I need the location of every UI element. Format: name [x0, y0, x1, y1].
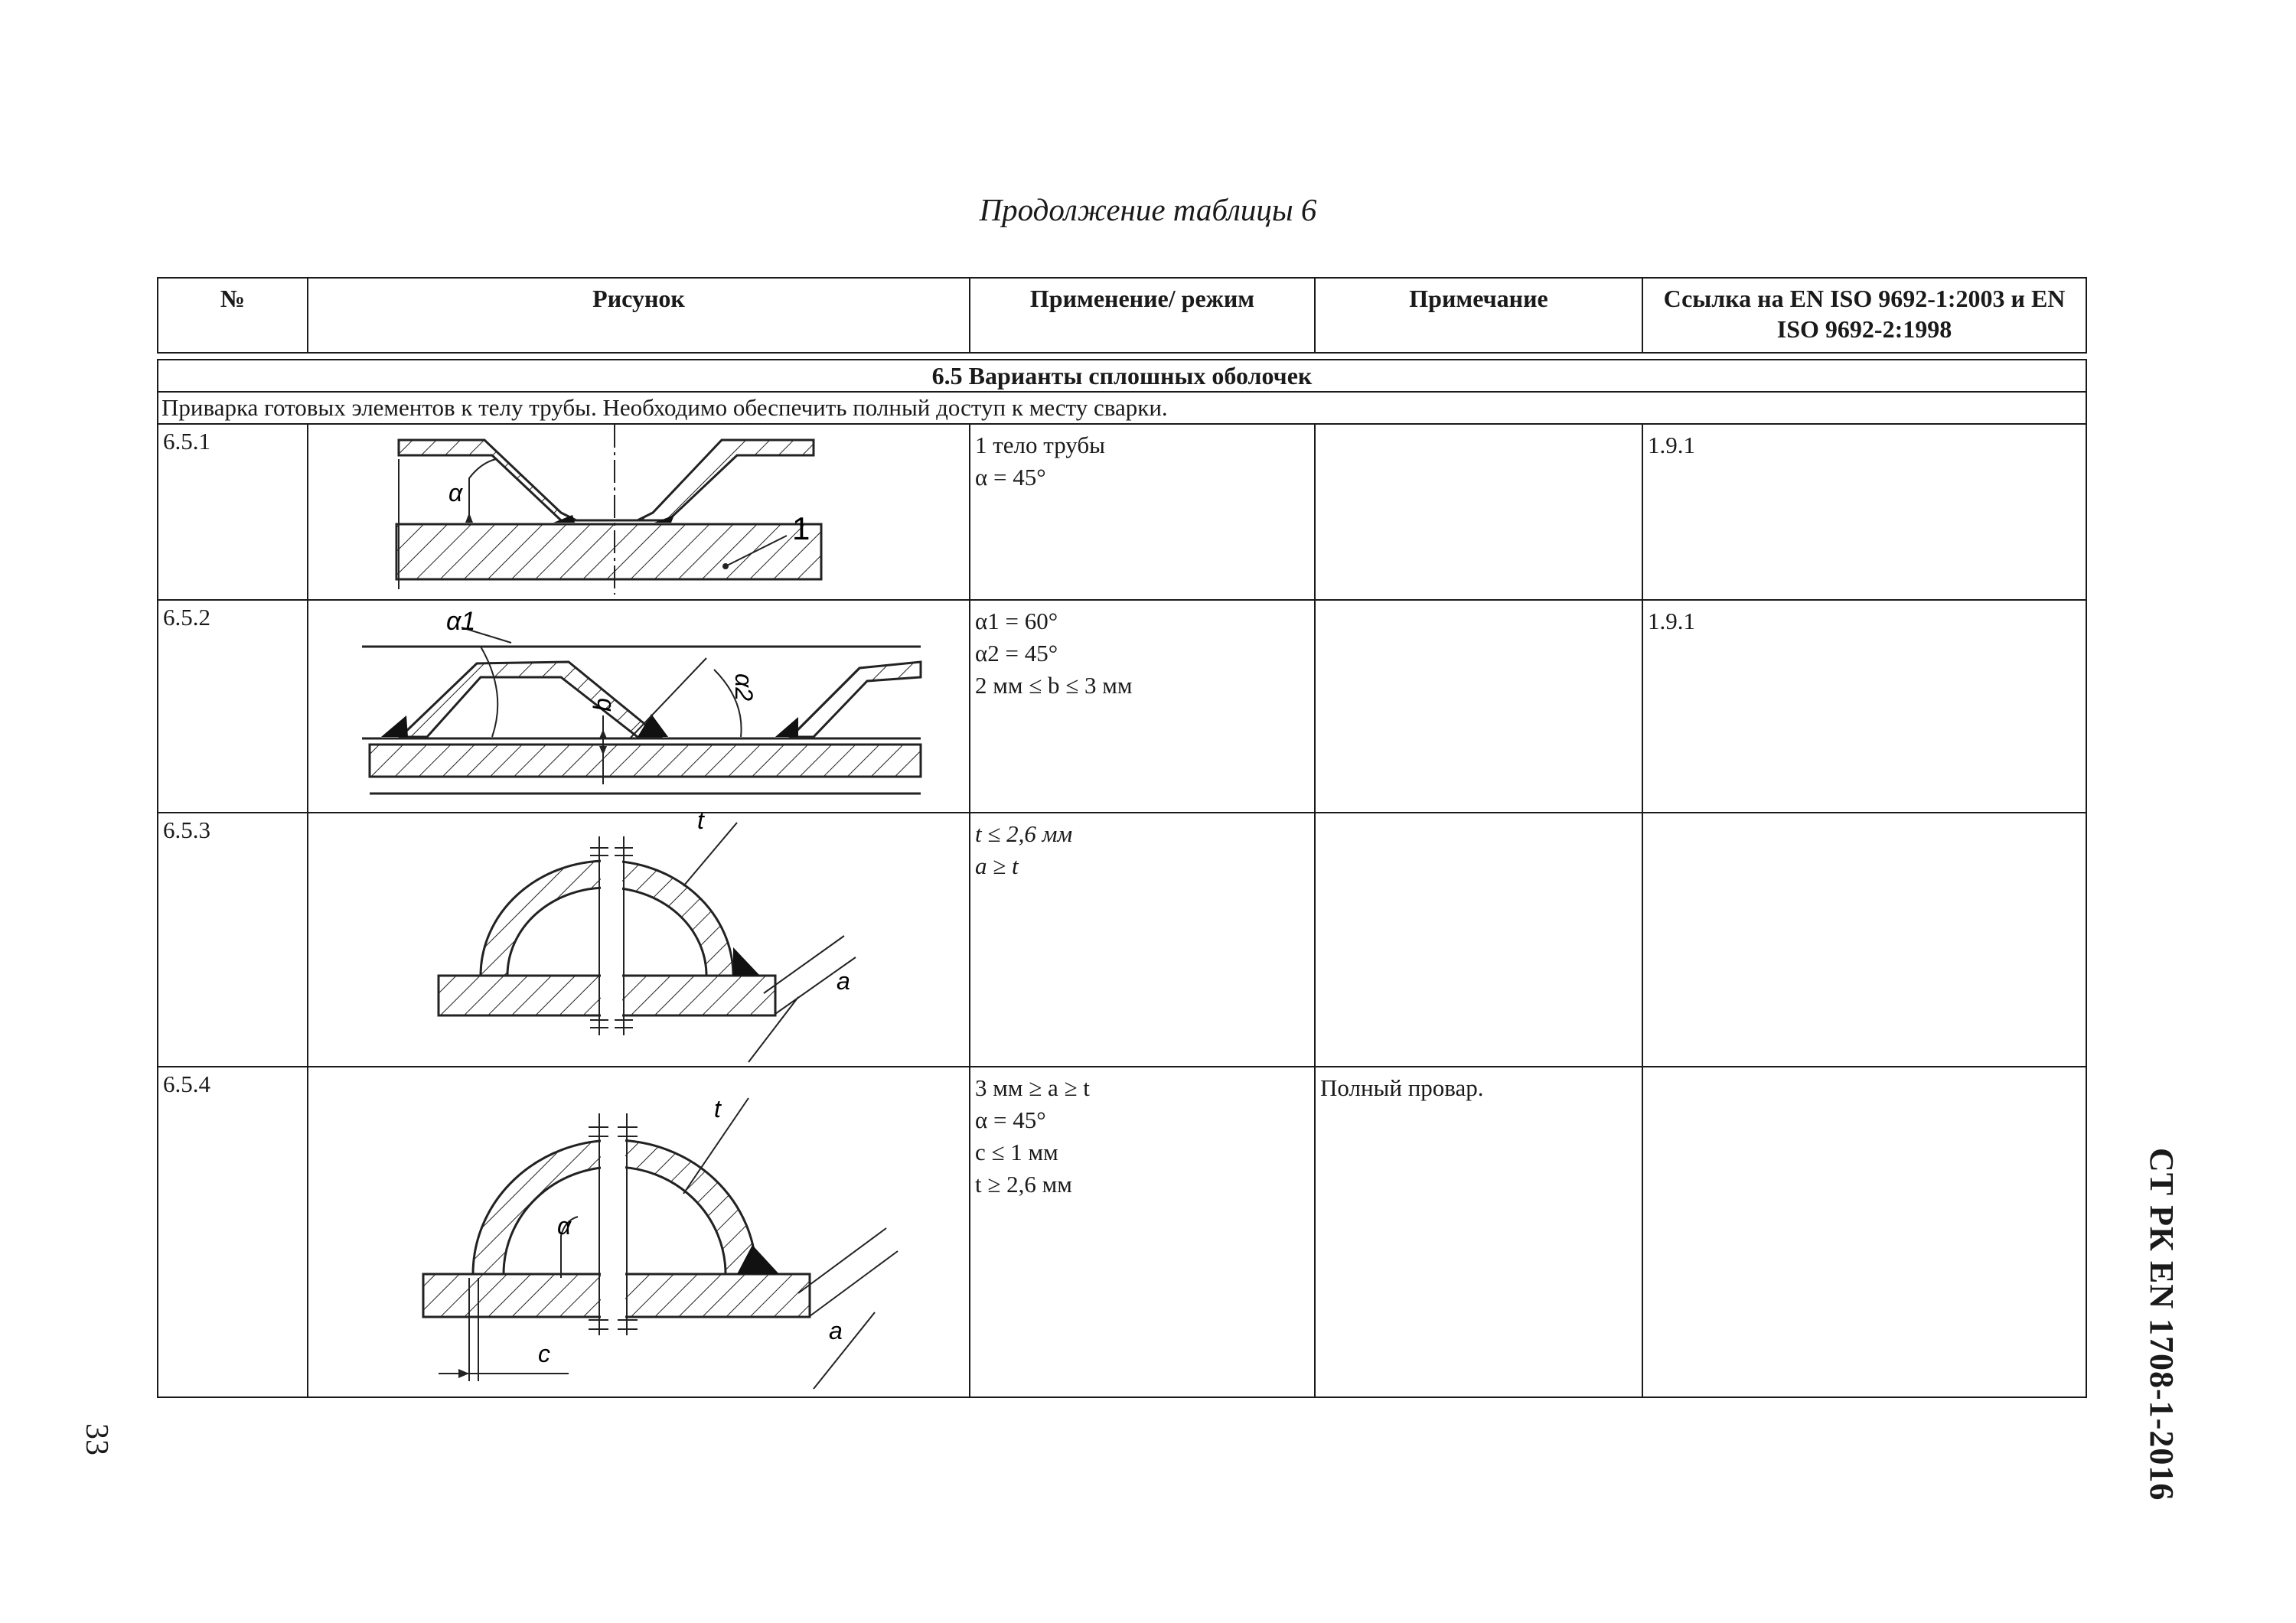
reference-text: 1.9.1 [1648, 608, 1695, 634]
fig-label-alpha2: α2 [730, 673, 758, 702]
section-note-row [158, 392, 2086, 424]
header-figure: Рисунок [308, 278, 970, 353]
fig-label-t: t [714, 1095, 721, 1123]
row-number: 6.5.1 [163, 428, 210, 455]
figure-6-5-1 [308, 424, 970, 600]
application-text: t ≤ 2,6 мм a ≥ t [975, 820, 1073, 879]
reference-text: 1.9.1 [1648, 432, 1695, 458]
header-application: Применение/ режим [970, 278, 1315, 353]
reference-text [1643, 1067, 2086, 1077]
table-row [158, 600, 2086, 813]
row-number: 6.5.4 [163, 1071, 210, 1097]
header-num: № [158, 278, 308, 353]
weld-diagram-6-5-2 [308, 601, 970, 812]
note-text [1316, 601, 1642, 610]
weld-diagram-6-5-3 [308, 813, 970, 1066]
header-note: Примечание [1315, 278, 1642, 353]
page-number: 33 [79, 1423, 114, 1455]
fig-label-c: c [538, 1340, 550, 1367]
note-text: Полный провар. [1320, 1074, 1484, 1101]
application-text: 3 мм ≥ a ≥ t α = 45° c ≤ 1 мм t ≥ 2,6 мм [975, 1074, 1090, 1198]
row-number: 6.5.3 [163, 816, 210, 843]
fig-label-alpha: α [448, 479, 463, 507]
note-text [1316, 813, 1642, 823]
fig-label-alpha1: α1 [446, 607, 476, 636]
table-row [158, 813, 2086, 1067]
figure-6-5-4 [308, 1067, 970, 1397]
fig-label-a: a [829, 1317, 843, 1344]
weld-diagram-6-5-4 [308, 1067, 970, 1396]
fig-label-a: a [837, 967, 850, 995]
weld-table [157, 277, 2087, 1398]
fig-label-t: t [697, 813, 704, 834]
fig-label-1: 1 [792, 510, 810, 546]
fig-label-b: b [589, 698, 616, 712]
section-row [158, 360, 2086, 392]
fig-label-alpha: α [557, 1212, 572, 1240]
figure-6-5-2 [308, 600, 970, 813]
application-text: 1 тело трубы α = 45° [975, 432, 1105, 490]
table-row [158, 424, 2086, 600]
table-caption: Продолжение таблицы 6 [979, 192, 1317, 227]
row-number: 6.5.2 [163, 604, 210, 631]
table-header-row [158, 278, 2086, 353]
double-rule [158, 353, 2086, 360]
figure-6-5-3 [308, 813, 970, 1067]
header-reference: Ссылка на EN ISO 9692-1:2003 и EN ISO 9692-2:1998 [1642, 278, 2086, 353]
reference-text [1643, 813, 2086, 823]
document-code: СТ РК EN 1708-1-2016 [2143, 1148, 2180, 1501]
section-title: 6.5 Варианты сплошных оболочек [158, 360, 2086, 392]
table-row [158, 1067, 2086, 1397]
application-text: α1 = 60° α2 = 45° 2 мм ≤ b ≤ 3 мм [975, 608, 1133, 699]
section-note: Приварка готовых элементов к телу трубы. Необходимо обеспечить полный доступ к месту сварки. [158, 392, 2086, 424]
note-text [1316, 425, 1642, 434]
weld-diagram-6-5-1 [308, 425, 970, 599]
